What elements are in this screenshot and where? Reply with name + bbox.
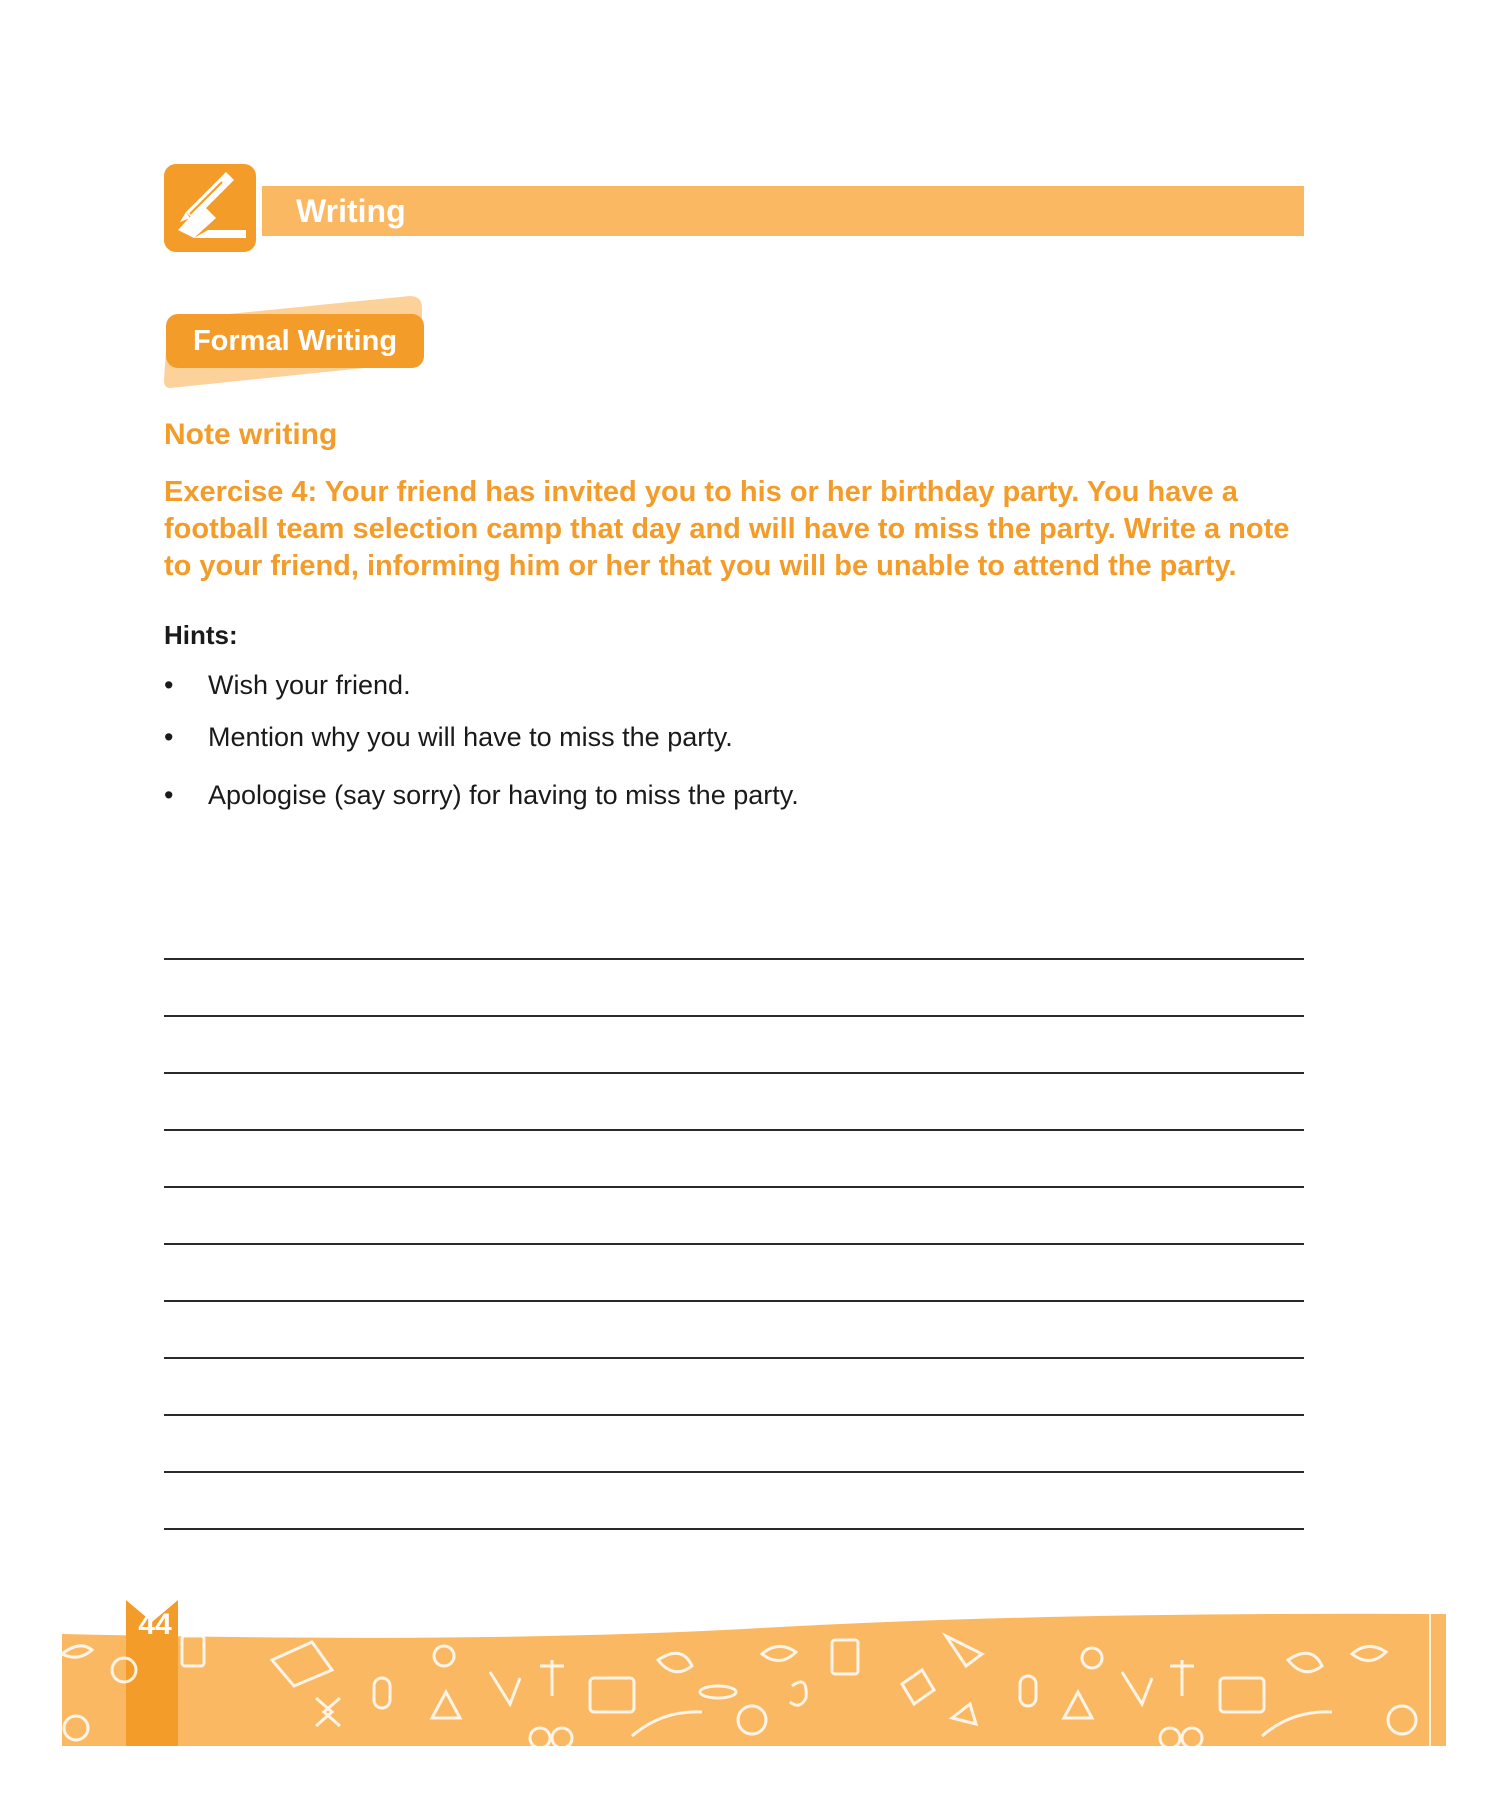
hint-text: Apologise (say sorry) for having to miss the party. [208,780,799,810]
exercise-text: Exercise 4: Your friend has invited you to his or her birthday party. You have a football team selection camp that day and will have to miss the party. Write a note to your friend, informing him or her that you will be unable to attend the party. [164,476,1290,582]
bullet: • [164,780,174,810]
writing-line[interactable] [164,1015,1304,1017]
writing-line[interactable] [164,1072,1304,1074]
bullet: • [164,722,174,752]
page-number: 44 [138,1608,172,1641]
writing-line[interactable] [164,1414,1304,1416]
footer-decorative-band [62,1600,1446,1746]
hint-text: Mention why you will have to miss the party. [208,722,733,752]
formal-writing-label: Formal Writing [192,324,398,357]
writing-line[interactable] [164,1129,1304,1131]
section-title: Writing [296,193,406,229]
note-writing-heading: Note writing [164,418,338,451]
hint-text: Wish your friend. [208,670,411,700]
hint-item [164,670,411,701]
writing-line[interactable] [164,1186,1304,1188]
writing-line[interactable] [164,1528,1304,1530]
writing-line[interactable] [164,1300,1304,1302]
section-header-bar [262,186,1304,236]
writing-line[interactable] [164,1243,1304,1245]
writing-pen-icon [164,164,256,252]
hints-label: Hints: [164,620,238,650]
writing-line[interactable] [164,1357,1304,1359]
hint-item [164,780,799,811]
writing-line[interactable] [164,1471,1304,1473]
hint-item [164,722,733,753]
writing-line[interactable] [164,958,1304,960]
bullet: • [164,670,174,700]
